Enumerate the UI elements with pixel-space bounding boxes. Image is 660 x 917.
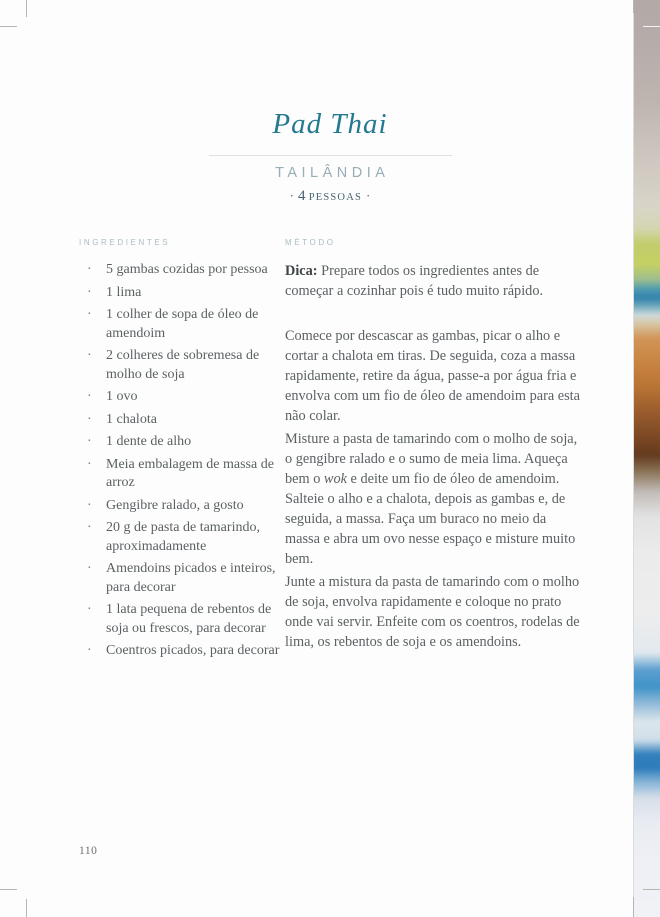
page-number: 110 [79, 845, 98, 857]
crop-mark-top-right-h [643, 26, 660, 27]
bullet-icon: · [87, 520, 92, 535]
ingredient-item [79, 433, 285, 452]
crop-mark-top-right-v [633, 0, 634, 13]
servings-left-dot: · [289, 188, 294, 203]
method-column [285, 238, 584, 655]
ingredient-item [79, 284, 285, 303]
ingredient-item [79, 261, 285, 280]
ingredients-header: INGREDIENTES [79, 238, 171, 247]
ingredient-text: 1 chalota [106, 411, 157, 427]
crop-mark-bottom-left-v [26, 899, 27, 917]
recipe-title: Pad Thai [272, 108, 388, 140]
ingredients-column [79, 238, 285, 665]
ingredient-item [79, 456, 285, 493]
bullet-icon: · [87, 262, 92, 277]
bullet-icon: · [87, 602, 92, 617]
facing-page-photo-strip [633, 0, 660, 917]
paragraph-2-after: e deite um fio de óleo de amendoim. Salteie o alho e a chalota, depois as gambas e, de seguida, a massa. Faça um buraco no meio da massa e abra um ovo nesse espaço e misture muito bem. [285, 471, 576, 567]
bullet-icon: · [87, 643, 92, 658]
ingredient-item [79, 306, 285, 343]
bullet-icon: · [87, 561, 92, 576]
title-divider-rule [209, 155, 452, 156]
ingredient-item [79, 560, 285, 597]
ingredient-item [79, 519, 285, 556]
method-header: MÉTODO [285, 238, 336, 247]
crop-mark-top-left-h [0, 26, 17, 27]
bullet-icon: · [87, 389, 92, 404]
paragraph-2-italic-term: wok [323, 471, 347, 487]
ingredient-text: 1 lata pequena de rebentos de soja ou frescos, para decorar [106, 602, 272, 636]
ingredient-text: Amendoins picados e inteiros, para decorar [106, 561, 276, 595]
bullet-icon: · [87, 434, 92, 449]
paragraph-2-before: Misture a pasta de tamarindo com o molho de soja, o gengibre ralado e o sumo de meia lima. Aqueça bem o [285, 431, 578, 487]
ingredient-item [79, 411, 285, 430]
bullet-icon: · [87, 348, 92, 363]
method-paragraph-2 [285, 429, 584, 569]
bullet-icon: · [87, 411, 92, 427]
bullet-icon: · [87, 497, 92, 513]
ingredient-text: 1 dente de alho [106, 434, 192, 449]
ingredient-item [79, 388, 285, 407]
crop-mark-bottom-right-v [633, 897, 634, 917]
ingredient-item [79, 601, 285, 638]
ingredient-text: 20 g de pasta de tamarindo, aproximadamente [106, 520, 260, 554]
ingredient-text: 1 lima [106, 284, 142, 300]
country-label: TAILÂNDIA [275, 165, 390, 181]
ingredient-text: 1 ovo [106, 389, 138, 404]
ingredients-list [79, 261, 285, 661]
photo-blur-gradient [633, 0, 660, 917]
ingredient-item [79, 347, 285, 384]
method-paragraph-1: Comece por descascar as gambas, picar o alho e cortar a chalota em tiras. De seguida, coza a massa rapidamente, retire da água, passe-a por água fria e envolva com um fio de óleo de amendoim para esta não colar. [285, 328, 580, 424]
ingredient-text: 1 colher de sopa de óleo de amendoim [106, 307, 259, 341]
bullet-icon: · [87, 456, 92, 472]
servings-label: PESSOAS [308, 192, 363, 203]
ingredient-text: 5 gambas cozidas por pessoa [106, 262, 268, 277]
servings-line [0, 188, 660, 205]
crop-mark-bottom-right-h [643, 889, 660, 890]
ingredient-item [79, 497, 285, 516]
servings-right-dot: · [366, 188, 371, 203]
ingredient-text: 2 colheres de sobremesa de molho de soja [106, 348, 260, 382]
method-paragraph-3: Junte a mistura da pasta de tamarindo com o molho de soja, envolva rapidamente e coloque no prato onde vai servir. Enfeite com os coentros, rodelas de lima, os rebentos de soja e os amendoins. [285, 574, 580, 650]
tip-label: Dica: [285, 263, 318, 279]
bullet-icon: · [87, 307, 92, 322]
crop-mark-bottom-left-h [0, 889, 17, 890]
servings-count: 4 [297, 188, 306, 204]
ingredient-text: Meia embalagem de massa de arroz [106, 456, 274, 490]
crop-mark-top-left-v [26, 0, 27, 17]
bullet-icon: · [87, 284, 92, 300]
method-tip [285, 261, 584, 301]
ingredient-text: Coentros picados, para decorar [106, 643, 280, 658]
ingredient-text: Gengibre ralado, a gosto [106, 497, 244, 513]
ingredient-item [79, 642, 285, 661]
tip-text: Prepare todos os ingredientes antes de começar a cozinhar pois é tudo muito rápido. [285, 263, 544, 299]
